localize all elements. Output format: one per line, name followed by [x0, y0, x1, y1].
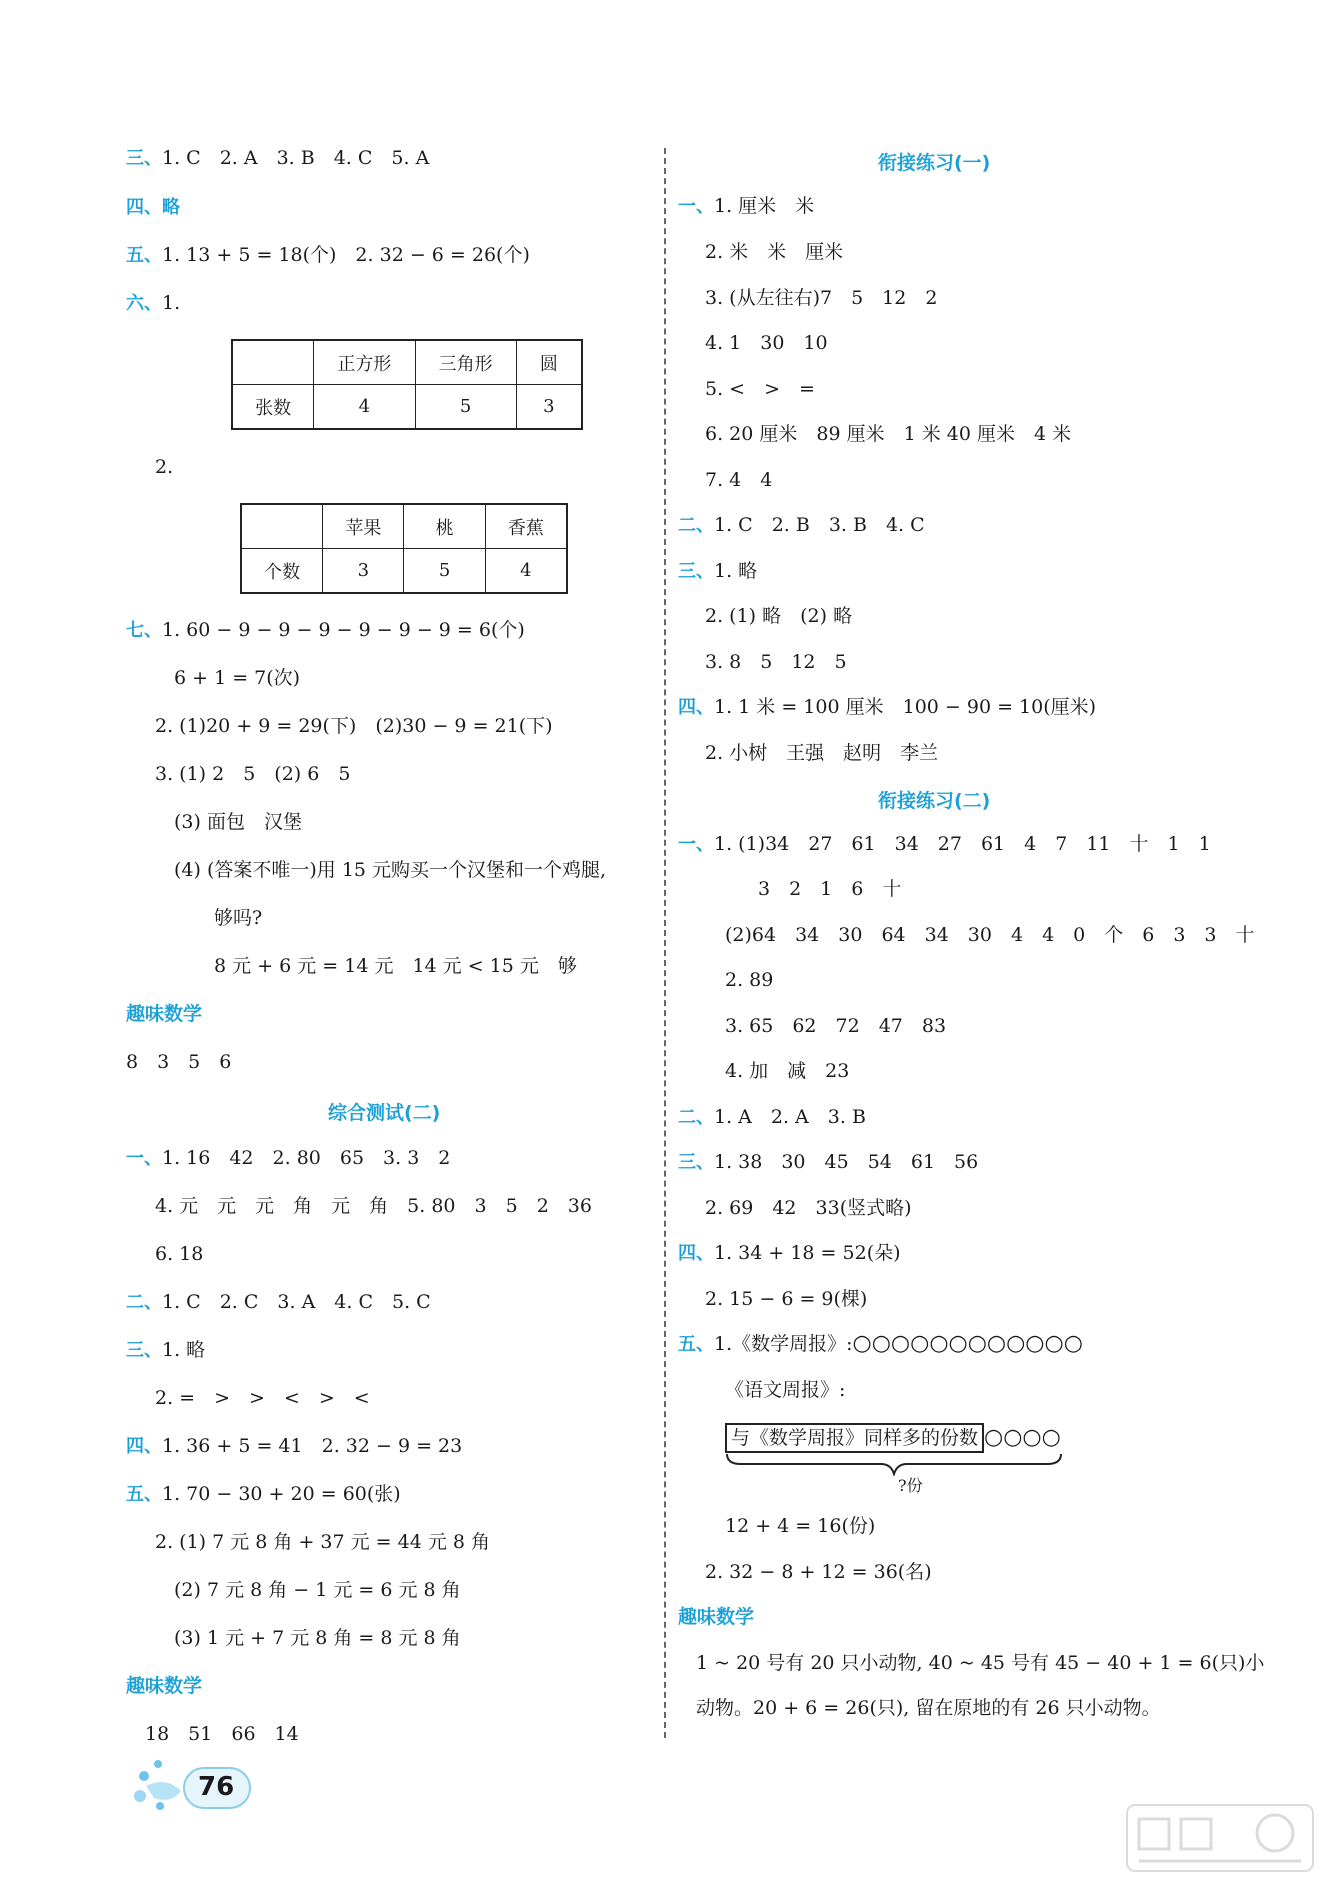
circle-row: ○○○○ — [984, 1425, 1061, 1450]
answer-text: 6. 20 厘米 89 厘米 1 米 40 厘米 4 米 — [705, 423, 1072, 445]
answer-text: 2. (1) 略 (2) 略 — [705, 605, 853, 627]
answer-text: 3. 65 62 72 47 83 — [725, 1015, 947, 1037]
answer-text: 1. 34 + 18 = 52(朵) — [714, 1242, 901, 1264]
answer-text: 1. 36 + 5 = 41 2. 32 − 9 = 23 — [162, 1435, 463, 1457]
table-cell: 4 — [314, 385, 415, 430]
table-cell: 4 — [485, 549, 567, 594]
splash-icon — [126, 1746, 256, 1826]
brace-icon — [725, 1452, 1063, 1476]
table-cell: 3 — [516, 385, 582, 430]
answer-text: 6. 18 — [155, 1243, 204, 1265]
section-label: 一、 — [126, 1148, 162, 1169]
shape-count-table — [231, 339, 583, 430]
answer-text: 4. 元 元 元 角 元 角 5. 80 3 5 2 36 — [155, 1195, 592, 1217]
answer-text: (2) 7 元 8 角 − 1 元 = 6 元 8 角 — [174, 1579, 461, 1601]
table-header: 正方形 — [314, 340, 415, 385]
answer-text: 3. 8 5 12 5 — [705, 651, 847, 673]
answer-text: 7. 4 4 — [705, 469, 773, 491]
answer-text: 1. 38 30 45 54 61 56 — [714, 1151, 979, 1173]
answer-section-3b — [126, 1338, 205, 1363]
answer-text: 1. 16 42 2. 80 65 3. 3 2 — [162, 1147, 451, 1169]
answer-text: (3) 面包 汉堡 — [174, 811, 302, 833]
answer-text: 1. 70 − 30 + 20 = 60(张) — [162, 1483, 401, 1505]
section-label: 六、 — [126, 293, 162, 314]
answer-text: 1. 1 米 = 100 厘米 100 − 90 = 10(厘米) — [714, 696, 1097, 718]
watermark-logo-icon — [1125, 1803, 1315, 1873]
answer-section-5b — [126, 1482, 401, 1507]
answer-section-4b — [678, 1241, 901, 1266]
section-label: 二、 — [678, 515, 714, 536]
answer-text: 1 ~ 20 号有 20 只小动物, 40 ~ 45 号有 45 − 40 + 1 = 6(只)小 — [696, 1652, 1265, 1674]
answer-section-3b — [678, 1150, 978, 1175]
answer-text: 4. 加 减 23 — [725, 1060, 850, 1082]
answer-text: 8 元 + 6 元 = 14 元 14 元 < 15 元 够 — [214, 955, 577, 977]
section-label: 二、 — [126, 1292, 162, 1313]
section-label: 三、 — [126, 1340, 162, 1361]
table-header: 香蕉 — [485, 504, 567, 549]
answer-section-5 — [126, 243, 530, 268]
section-label: 四、 — [126, 197, 162, 218]
answer-section-3 — [678, 559, 757, 584]
table-header — [241, 504, 323, 549]
section-label: 三、 — [678, 1152, 714, 1173]
answer-section-4b — [126, 1434, 462, 1459]
circle-row: ○○○○○○○○○○○○ — [852, 1331, 1083, 1356]
answer-text: 1. 60 − 9 − 9 − 9 − 9 − 9 − 9 = 6(个) — [162, 619, 525, 641]
answer-text: 6 + 1 = 7(次) — [174, 667, 301, 689]
section-title: 衔接练习(一) — [878, 152, 991, 174]
comparison-diagram — [725, 1423, 1061, 1453]
answer-section-2b — [678, 1105, 866, 1130]
answer-section-2 — [126, 1290, 431, 1315]
answer-text: 2. 小树 王强 赵明 李兰 — [705, 742, 939, 764]
page-number: 76 — [198, 1772, 235, 1802]
answer-section-4 — [678, 695, 1096, 720]
table-header: 桃 — [404, 504, 485, 549]
section-label: 五、 — [678, 1334, 714, 1355]
table-cell: 5 — [415, 385, 516, 430]
fun-math-heading: 趣味数学 — [126, 1003, 203, 1025]
brace-label: ?份 — [898, 1476, 923, 1495]
table-cell: 个数 — [241, 549, 323, 594]
answer-text: 12 + 4 = 16(份) — [725, 1515, 876, 1537]
answer-text: 2. 69 42 33(竖式略) — [705, 1197, 912, 1219]
answer-text: 略 — [162, 197, 180, 218]
section-label: 三、 — [126, 148, 162, 169]
answer-text: 《语文周报》: — [725, 1379, 846, 1401]
section-title: 衔接练习(二) — [878, 790, 991, 812]
section-label: 五、 — [126, 1484, 162, 1505]
fun-math-heading: 趣味数学 — [678, 1606, 755, 1628]
fruit-count-table — [240, 503, 568, 594]
table-header: 三角形 — [415, 340, 516, 385]
answer-section-2 — [678, 513, 925, 538]
answer-section-7 — [126, 618, 525, 643]
section-label: 四、 — [678, 697, 714, 718]
answer-text: 3. (从左往右)7 5 12 2 — [705, 287, 938, 309]
answer-text: 2. (1) 7 元 8 角 + 37 元 = 44 元 8 角 — [155, 1531, 491, 1553]
answer-text: (2)64 34 30 64 34 30 4 4 0 个 6 3 3 十 — [725, 924, 1255, 946]
answer-text: 1. 13 + 5 = 18(个) 2. 32 − 6 = 26(个) — [162, 244, 530, 266]
answer-section-1b — [678, 832, 1211, 857]
answer-text: 1. — [162, 292, 181, 314]
answer-section-5b — [678, 1332, 1083, 1357]
answer-text: 1. 略 — [714, 560, 758, 582]
section-label: 二、 — [678, 1107, 714, 1128]
answer-text: 5. < > = — [705, 378, 815, 400]
answer-text: 2. 32 − 8 + 12 = 36(名) — [705, 1561, 932, 1583]
answer-section-1 — [678, 194, 814, 219]
answer-section-1 — [126, 1146, 450, 1171]
table-header — [232, 340, 314, 385]
table-header: 苹果 — [323, 504, 404, 549]
section-label: 四、 — [678, 1243, 714, 1264]
column-divider — [664, 148, 666, 1738]
answer-text: 1. (1)34 27 61 34 27 61 4 7 11 十 1 1 — [714, 833, 1211, 855]
answer-text: 3 2 1 6 十 — [758, 878, 902, 900]
answer-text: 2. 15 − 6 = 9(棵) — [705, 1288, 868, 1310]
answer-text: 2. 89 — [725, 969, 774, 991]
answer-text: 1. C 2. B 3. B 4. C — [714, 514, 925, 536]
fun-math-heading: 趣味数学 — [126, 1675, 203, 1697]
answer-section-3 — [126, 146, 429, 171]
answer-text: 4. 1 30 10 — [705, 332, 828, 354]
section-label: 四、 — [126, 1436, 162, 1457]
answer-section-6 — [126, 291, 180, 316]
answer-text: 1. 厘米 米 — [714, 195, 815, 217]
answer-text: (4) (答案不唯一)用 15 元购买一个汉堡和一个鸡腿, — [174, 859, 607, 881]
section-label: 一、 — [678, 196, 714, 217]
answer-text: 1. C 2. C 3. A 4. C 5. C — [162, 1291, 431, 1313]
table-cell: 张数 — [232, 385, 314, 430]
answer-section-4 — [126, 195, 180, 220]
table-cell: 3 — [323, 549, 404, 594]
answer-text: 动物。20 + 6 = 26(只), 留在原地的有 26 只小动物。 — [696, 1697, 1161, 1719]
answer-text: 1. C 2. A 3. B 4. C 5. A — [162, 147, 430, 169]
answer-text: 1. A 2. A 3. B — [714, 1106, 866, 1128]
answer-text: 2. = > > < > < — [155, 1387, 370, 1409]
answer-text: 够吗? — [214, 907, 263, 929]
section-title: 综合测试(二) — [328, 1102, 441, 1124]
answer-text: 1.《数学周报》: — [714, 1333, 853, 1355]
table-header: 圆 — [516, 340, 582, 385]
answer-text: 1. 略 — [162, 1339, 206, 1361]
table-cell: 5 — [404, 549, 485, 594]
page-number-badge — [126, 1746, 256, 1826]
answer-text: 18 51 66 14 — [145, 1723, 299, 1745]
answer-text: (3) 1 元 + 7 元 8 角 = 8 元 8 角 — [174, 1627, 461, 1649]
answer-text: 8 3 5 6 — [126, 1051, 232, 1073]
answer-text: 2. 米 米 厘米 — [705, 241, 844, 263]
section-label: 七、 — [126, 620, 162, 641]
answer-text: 3. (1) 2 5 (2) 6 5 — [155, 763, 351, 785]
section-label: 三、 — [678, 561, 714, 582]
answer-text: 2. (1)20 + 9 = 29(下) (2)30 − 9 = 21(下) — [155, 715, 553, 737]
section-label: 一、 — [678, 834, 714, 855]
label-box: 与《数学周报》同样多的份数 — [725, 1423, 984, 1453]
answer-6-2: 2. — [155, 456, 174, 478]
section-label: 五、 — [126, 245, 162, 266]
